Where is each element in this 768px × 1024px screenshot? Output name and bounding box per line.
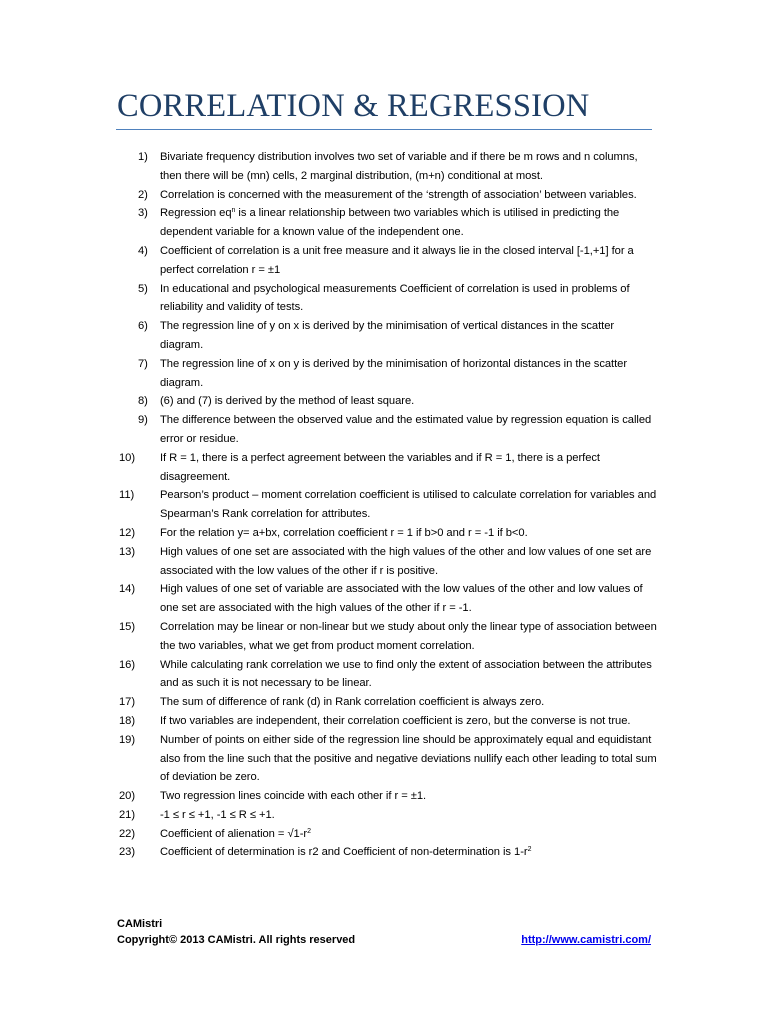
list-item — [117, 392, 657, 411]
item-text: The regression line of y on x is derived by the minimisation of vertical distances in the scatter diagram. — [160, 320, 615, 351]
list-item — [117, 449, 657, 487]
website-link[interactable]: http://www.camistri.com/ — [521, 934, 651, 946]
title-divider — [116, 129, 652, 130]
list-item — [117, 411, 657, 449]
item-text: The sum of difference of rank (d) in Rank correlation coefficient is always zero. — [160, 696, 545, 709]
item-text: Correlation may be linear or non-linear but we study about only the linear type of association between the two variables, what we get from product moment correlation. — [160, 620, 657, 652]
superscript: n — [231, 207, 236, 215]
item-text: Pearson’s product – moment correlation coefficient is utilised to calculate correlation for variables and Spearman’s Rank correlation for attributes. — [160, 489, 657, 521]
item-text: If R = 1, there is a perfect agreement between the variables and if R = 1, there is a perfect disagreement. — [160, 451, 600, 483]
footer-brand: CAMistri — [117, 918, 163, 930]
page-title: CORRELATION & REGRESSION — [117, 88, 590, 124]
list-item — [117, 843, 657, 862]
list-item — [117, 712, 657, 731]
item-text: Bivariate frequency distribution involves two set of variable and if there be m rows and n columns, then there will be (mn) cells, 2 marginal distribution, (m+n) conditional at most. — [160, 151, 638, 182]
list-item — [117, 806, 657, 825]
item-text: -1 ≤ r ≤ +1, -1 ≤ R ≤ +1. — [160, 808, 275, 821]
item-text: Coefficient of alienation = $√1-r^2$ — [160, 827, 311, 840]
item-number: 7) — [138, 357, 148, 370]
list-item — [117, 825, 657, 844]
item-number: 10) — [119, 451, 136, 464]
list-item — [117, 787, 657, 806]
item-text: For the relation y= a+bx, correlation coefficient r = 1 if b>0 and r = -1 if b<0. — [160, 526, 528, 539]
list-item — [117, 580, 657, 618]
item-text: (6) and (7) is derived by the method of least square. — [160, 395, 415, 408]
list-item — [117, 317, 657, 355]
item-text: Two regression lines coincide with each other if r = ±1. — [160, 790, 427, 803]
item-number: 17) — [119, 696, 136, 709]
item-text: High values of one set are associated with the high values of the other and low values of one set are associated with the low values of the other if r is positive. — [160, 545, 652, 577]
item-number: 20) — [119, 790, 136, 803]
superscript: 2 — [307, 827, 311, 835]
footer-copyright: Copyright© 2013 CAMistri. All rights reserved — [117, 934, 356, 946]
item-number: 12) — [119, 526, 136, 539]
item-number: 4) — [138, 244, 148, 257]
list-item — [117, 204, 657, 242]
item-number: 23) — [119, 846, 136, 859]
item-number: 14) — [119, 583, 136, 596]
item-text: Coefficient of determination is r2 and Coefficient of non-determination is $1-r^2$ — [160, 846, 532, 859]
item-text: Number of points on either side of the regression line should be approximately equal and equidistant also from the line such that the positive and negative deviations nullify each other leading to total sum of deviation be zero. — [160, 733, 657, 784]
item-number: 2) — [138, 188, 148, 201]
list-item — [117, 148, 657, 186]
item-text: The regression line of x on y is derived by the minimisation of horizontal distances in the scatter diagram. — [160, 357, 628, 389]
list-item — [117, 355, 657, 393]
item-number: 13) — [119, 545, 136, 558]
list-item — [117, 486, 657, 524]
item-text: The difference between the observed value and the estimated value by regression equation is called error or residue. — [160, 414, 652, 445]
list-item — [117, 693, 657, 712]
item-text: Correlation is concerned with the measurement of the ‘strength of association’ between variables. — [160, 188, 637, 201]
item-number: 6) — [138, 320, 148, 333]
item-number: 11) — [119, 489, 135, 502]
list-item — [117, 524, 657, 543]
item-number: 22) — [119, 827, 136, 840]
list-item — [117, 618, 657, 656]
item-number: 16) — [119, 658, 136, 671]
list-item — [117, 242, 657, 280]
item-text: Regression $eq^n$ is a linear relationship between two variables which is utilised in predicting the dependent variable for a known value of the independent one. — [160, 207, 620, 239]
item-text: While calculating rank correlation we use to find only the extent of association between the attributes and as such it is not necessary to be linear. — [160, 658, 652, 690]
item-text: In educational and psychological measurements Coefficient of correlation is used in problems of reliability and validity of tests. — [160, 282, 630, 314]
item-number: 18) — [119, 714, 136, 727]
list-item — [117, 280, 657, 318]
item-text: High values of one set of variable are associated with the low values of the other and low values of one set are associated with the high values of the other if r = -1. — [160, 583, 643, 615]
item-number: 15) — [119, 620, 136, 633]
item-number: 9) — [138, 414, 148, 427]
superscript: 2 — [527, 846, 532, 854]
item-text: Coefficient of correlation is a unit free measure and it always lie in the closed interval [-1,+1] for a perfect correlation r = ±1 — [160, 244, 634, 276]
item-number: 21) — [119, 808, 136, 821]
points-list — [117, 148, 657, 862]
list-item — [117, 656, 657, 694]
list-item — [117, 186, 657, 205]
item-number: 3) — [138, 207, 148, 220]
item-text: If two variables are independent, their correlation coefficient is zero, but the converse is not true. — [160, 714, 631, 727]
list-item — [117, 543, 657, 581]
list-item — [117, 731, 657, 787]
item-number: 5) — [138, 282, 148, 295]
item-number: 1) — [138, 151, 148, 163]
item-number: 8) — [138, 395, 148, 408]
item-number: 19) — [119, 733, 136, 746]
